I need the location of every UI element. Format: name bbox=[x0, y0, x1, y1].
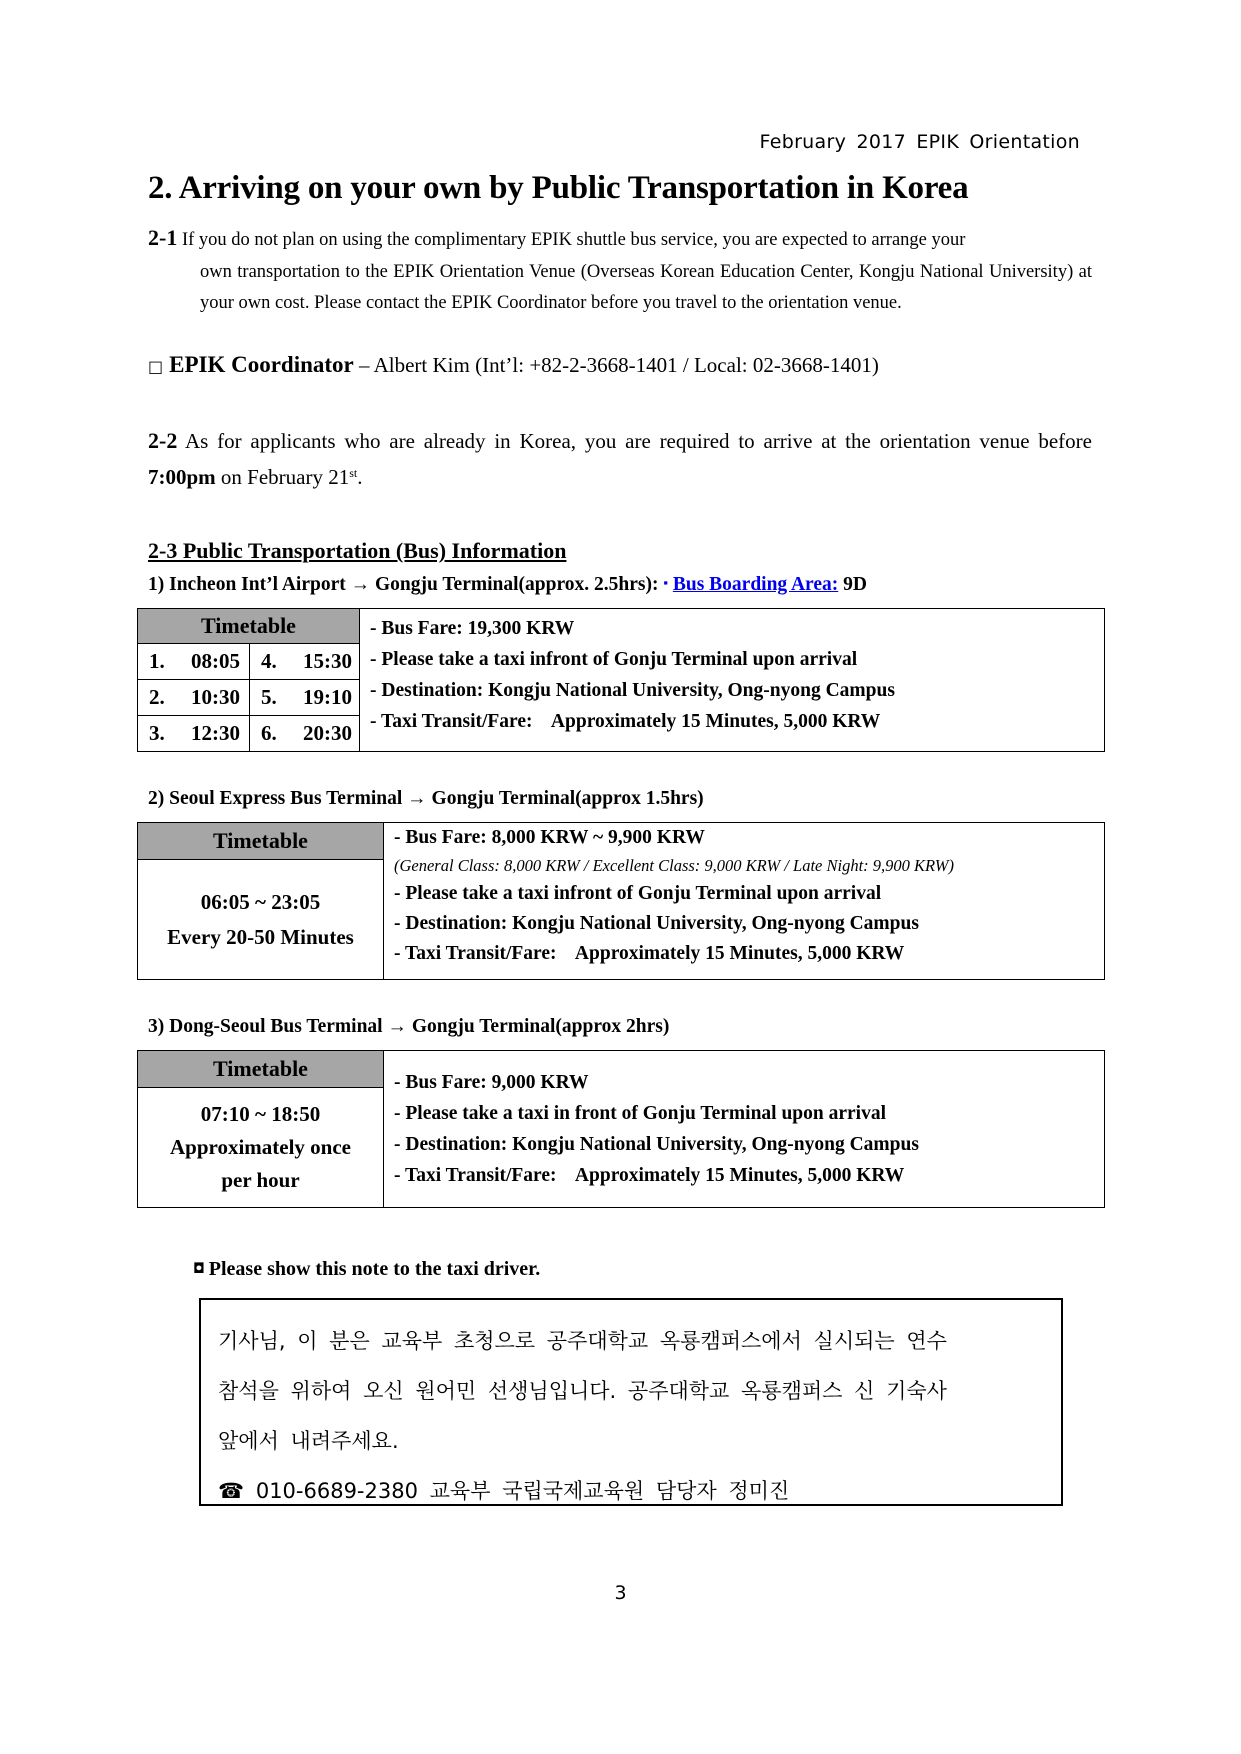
note-contact-line: ☎ 010-6689-2380 교육부 국립국제교육원 담당자 정미진 bbox=[218, 1479, 790, 1503]
departure-time-cell: 1. 08:05 bbox=[138, 643, 250, 679]
timetable-header: Timetable bbox=[138, 823, 384, 860]
destination: - Destination: Kongju National University, Ong-nyong Campus bbox=[394, 1134, 919, 1155]
bus-boarding-area-link[interactable]: Bus Boarding Area: bbox=[672, 574, 839, 595]
taxi-instruction: - Please take a taxi infront of Gonju Terminal upon arrival bbox=[394, 883, 882, 904]
departure-time-cell: 6. 20:30 bbox=[250, 715, 360, 751]
bus-fare: - Bus Fare: 19,300 KRW bbox=[370, 618, 575, 639]
section-text: As for applicants who are already in Korea, you are required to arrive at the orientation venue before bbox=[177, 429, 1092, 453]
taxi-fare: - Taxi Transit/Fare: Approximately 15 Minutes, 5,000 KRW bbox=[370, 711, 881, 732]
section-text-date: on February 21 bbox=[215, 465, 350, 489]
checkbox-bullet-icon: □ bbox=[148, 357, 164, 376]
route-heading-incheon bbox=[148, 574, 867, 596]
coordinator-details: – Albert Kim (Int’l: +82-2-3668-1401 / Local: 02-3668-1401) bbox=[353, 353, 879, 377]
departure-time-cell: 3. 12:30 bbox=[138, 715, 250, 751]
taxi-instruction: - Please take a taxi in front of Gonju Terminal upon arrival bbox=[394, 1103, 887, 1124]
timetable-incheon bbox=[137, 608, 1105, 752]
timetable-header: Timetable bbox=[138, 609, 360, 644]
departure-time-cell: 4. 15:30 bbox=[250, 643, 360, 679]
section-2-2 bbox=[148, 423, 1092, 495]
route-heading-dong-seoul: 3) Dong-Seoul Bus Terminal → Gongju Terminal(approx 2hrs) bbox=[148, 1016, 670, 1037]
route-info bbox=[384, 823, 1105, 980]
section-text-continuation: own transportation to the EPIK Orientation Venue (Overseas Korean Education Center, Kongju National University) at your own cost. Please contact the EPIK Coordinator before you travel to the orientation venue. bbox=[200, 261, 1092, 313]
schedule-frequency: Approximately once bbox=[169, 1135, 351, 1159]
section-number: 2-2 bbox=[148, 428, 178, 453]
route-title: 1) Incheon Int’l Airport → Gongju Terminal(approx. 2.5hrs): bbox=[148, 574, 664, 595]
boarding-area-value: 9D bbox=[838, 574, 867, 595]
schedule-range: 06:05 ~ 23:05 bbox=[200, 889, 321, 914]
coordinator-label: EPIK Coordinator bbox=[169, 352, 354, 377]
schedule-range: 07:10 ~ 18:50 bbox=[200, 1102, 321, 1126]
route-info bbox=[384, 1051, 1105, 1208]
bus-fare: - Bus Fare: 8,000 KRW ~ 9,900 KRW bbox=[394, 827, 705, 848]
destination: - Destination: Kongju National University, Ong-nyong Campus bbox=[370, 680, 895, 701]
schedule-cell bbox=[138, 1088, 384, 1208]
note-line: 앞에서 내려주세요. bbox=[218, 1429, 399, 1453]
schedule-frequency-cont: per hour bbox=[221, 1168, 300, 1192]
route-info bbox=[360, 609, 1105, 752]
departure-time-cell: 5. 19:10 bbox=[250, 679, 360, 715]
destination: - Destination: Kongju National University, Ong-nyong Campus bbox=[394, 913, 919, 934]
taxi-note-label bbox=[193, 1258, 540, 1281]
taxi-fare: - Taxi Transit/Fare: Approximately 15 Minutes, 5,000 KRW bbox=[394, 943, 905, 964]
timetable-header: Timetable bbox=[138, 1051, 384, 1088]
departure-time-cell: 2. 10:30 bbox=[138, 679, 250, 715]
timetable-seoul-express bbox=[137, 822, 1105, 980]
ordinal-suffix: st bbox=[349, 466, 358, 480]
arrival-time: 7:00pm bbox=[148, 465, 216, 489]
schedule-frequency: Every 20-50 Minutes bbox=[167, 924, 354, 949]
inverse-bullet-icon: ◘ bbox=[193, 1261, 205, 1277]
section-2-1 bbox=[148, 222, 1092, 320]
section-number: 2-1 bbox=[148, 225, 178, 250]
period: . bbox=[357, 465, 363, 489]
taxi-note-label-text: Please show this note to the taxi driver. bbox=[208, 1258, 541, 1280]
taxi-fare: - Taxi Transit/Fare: Approximately 15 Minutes, 5,000 KRW bbox=[394, 1165, 905, 1186]
bus-fare: - Bus Fare: 9,000 KRW bbox=[394, 1072, 589, 1093]
note-line: 기사님, 이 분은 교육부 초청으로 공주대학교 옥룡캠퍼스에서 실시되는 연수 bbox=[218, 1329, 947, 1353]
taxi-instruction: - Please take a taxi infront of Gonju Terminal upon arrival bbox=[370, 649, 858, 670]
running-header: February 2017 EPIK Orientation bbox=[759, 131, 1080, 153]
schedule-cell bbox=[138, 860, 384, 980]
section-2-3-heading: 2-3 Public Transportation (Bus) Information bbox=[148, 538, 567, 563]
square-bullet-icon: ▪ bbox=[663, 575, 668, 590]
route-heading-seoul-express: 2) Seoul Express Bus Terminal → Gongju Terminal(approx 1.5hrs) bbox=[148, 788, 704, 809]
fare-class-note: (General Class: 8,000 KRW / Excellent Class: 9,000 KRW / Late Night: 9,900 KRW) bbox=[394, 856, 955, 875]
section-text-first-line: If you do not plan on using the complimentary EPIK shuttle bus service, you are expected to arrange your bbox=[181, 230, 966, 250]
timetable-dong-seoul bbox=[137, 1050, 1105, 1208]
note-line: 참석을 위하여 오신 원어민 선생님입니다. 공주대학교 옥룡캠퍼스 신 기숙사 bbox=[218, 1379, 947, 1403]
coordinator-contact bbox=[148, 352, 879, 378]
page-title: 2. Arriving on your own by Public Transportation in Korea bbox=[148, 170, 969, 206]
taxi-driver-note-box bbox=[199, 1298, 1063, 1506]
page-number: 3 bbox=[614, 1582, 627, 1604]
